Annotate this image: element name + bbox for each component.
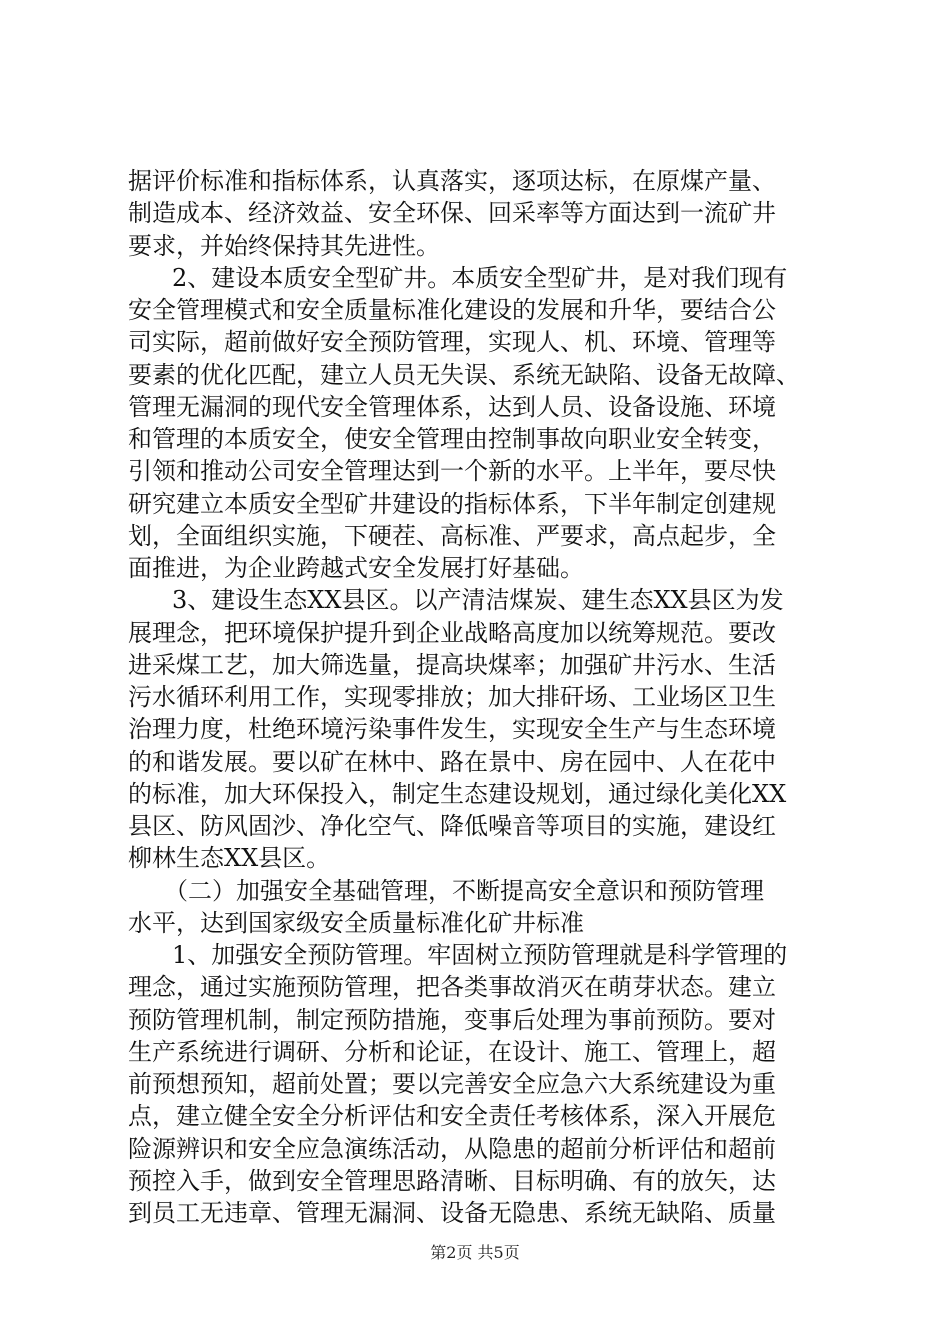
section-heading: （二）加强安全基础管理，不断提高安全意识和预防管理: [164, 877, 764, 905]
text-line: 前预想预知，超前处置；要以完善安全应急六大系统建设为重: [128, 1070, 776, 1098]
text-line: 1、加强安全预防管理。牢固树立预防管理就是科学管理的: [172, 941, 788, 969]
page-number-footer: 第2页 共5页: [430, 1243, 520, 1262]
text-line: 柳林生态XX县区。: [128, 844, 331, 872]
text-line: 要求，并始终保持其先进性。: [128, 232, 440, 260]
text-line: 到员工无违章、管理无漏洞、设备无隐患、系统无缺陷、质量: [128, 1199, 776, 1227]
text-line: 预防管理机制，制定预防措施，变事后处理为事前预防。要对: [128, 1006, 776, 1034]
text-line: 管理无漏洞的现代安全管理体系，达到人员、设备设施、环境: [128, 393, 776, 421]
text-line: 的和谐发展。要以矿在林中、路在景中、房在园中、人在花中: [128, 748, 776, 776]
text-line: 的标准，加大环保投入，制定生态建设规划，通过绿化美化XX: [128, 780, 787, 808]
text-line: 险源辨识和安全应急演练活动，从隐患的超前分析评估和超前: [128, 1135, 776, 1163]
text-line: 安全管理模式和安全质量标准化建设的发展和升华，要结合公: [128, 296, 776, 324]
text-line: 要素的优化匹配，建立人员无失误、系统无缺陷、设备无故障、: [128, 361, 800, 389]
text-line: 2、建设本质安全型矿井。本质安全型矿井，是对我们现有: [172, 264, 788, 292]
text-line: 研究建立本质安全型矿井建设的指标体系，下半年制定创建规: [128, 490, 776, 518]
text-line: 县区、防风固沙、净化空气、降低噪音等项目的实施，建设红: [128, 812, 776, 840]
text-line: 治理力度，杜绝环境污染事件发生，实现安全生产与生态环境: [128, 715, 776, 743]
section-heading-continued: 水平，达到国家级安全质量标准化矿井标准: [128, 909, 584, 937]
text-line: 理念，通过实施预防管理，把各类事故消灭在萌芽状态。建立: [128, 973, 776, 1001]
text-line: 制造成本、经济效益、安全环保、回采率等方面达到一流矿井: [128, 199, 776, 227]
text-line: 和管理的本质安全，使安全管理由控制事故向职业安全转变，: [128, 425, 776, 453]
text-line: 司实际，超前做好安全预防管理，实现人、机、环境、管理等: [128, 328, 776, 356]
text-line: 点，建立健全安全分析评估和安全责任考核体系，深入开展危: [128, 1102, 776, 1130]
text-line: 据评价标准和指标体系，认真落实，逐项达标，在原煤产量、: [128, 167, 776, 195]
text-line: 污水循环利用工作，实现零排放；加大排矸场、工业场区卫生: [128, 683, 776, 711]
text-line: 划，全面组织实施，下硬茬、高标准、严要求，高点起步，全: [128, 522, 776, 550]
text-line: 引领和推动公司安全管理达到一个新的水平。上半年，要尽快: [128, 457, 776, 485]
text-line: 预控入手，做到安全管理思路清晰、目标明确、有的放矢，达: [128, 1167, 776, 1195]
text-line: 生产系统进行调研、分析和论证，在设计、施工、管理上，超: [128, 1038, 776, 1066]
text-line: 3、建设生态XX县区。以产清洁煤炭、建生态XX县区为发: [172, 586, 784, 614]
text-line: 进采煤工艺，加大筛选量，提高块煤率；加强矿井污水、生活: [128, 651, 776, 679]
text-line: 面推进，为企业跨越式安全发展打好基础。: [128, 554, 584, 582]
text-line: 展理念，把环境保护提升到企业战略高度加以统筹规范。要改: [128, 619, 776, 647]
